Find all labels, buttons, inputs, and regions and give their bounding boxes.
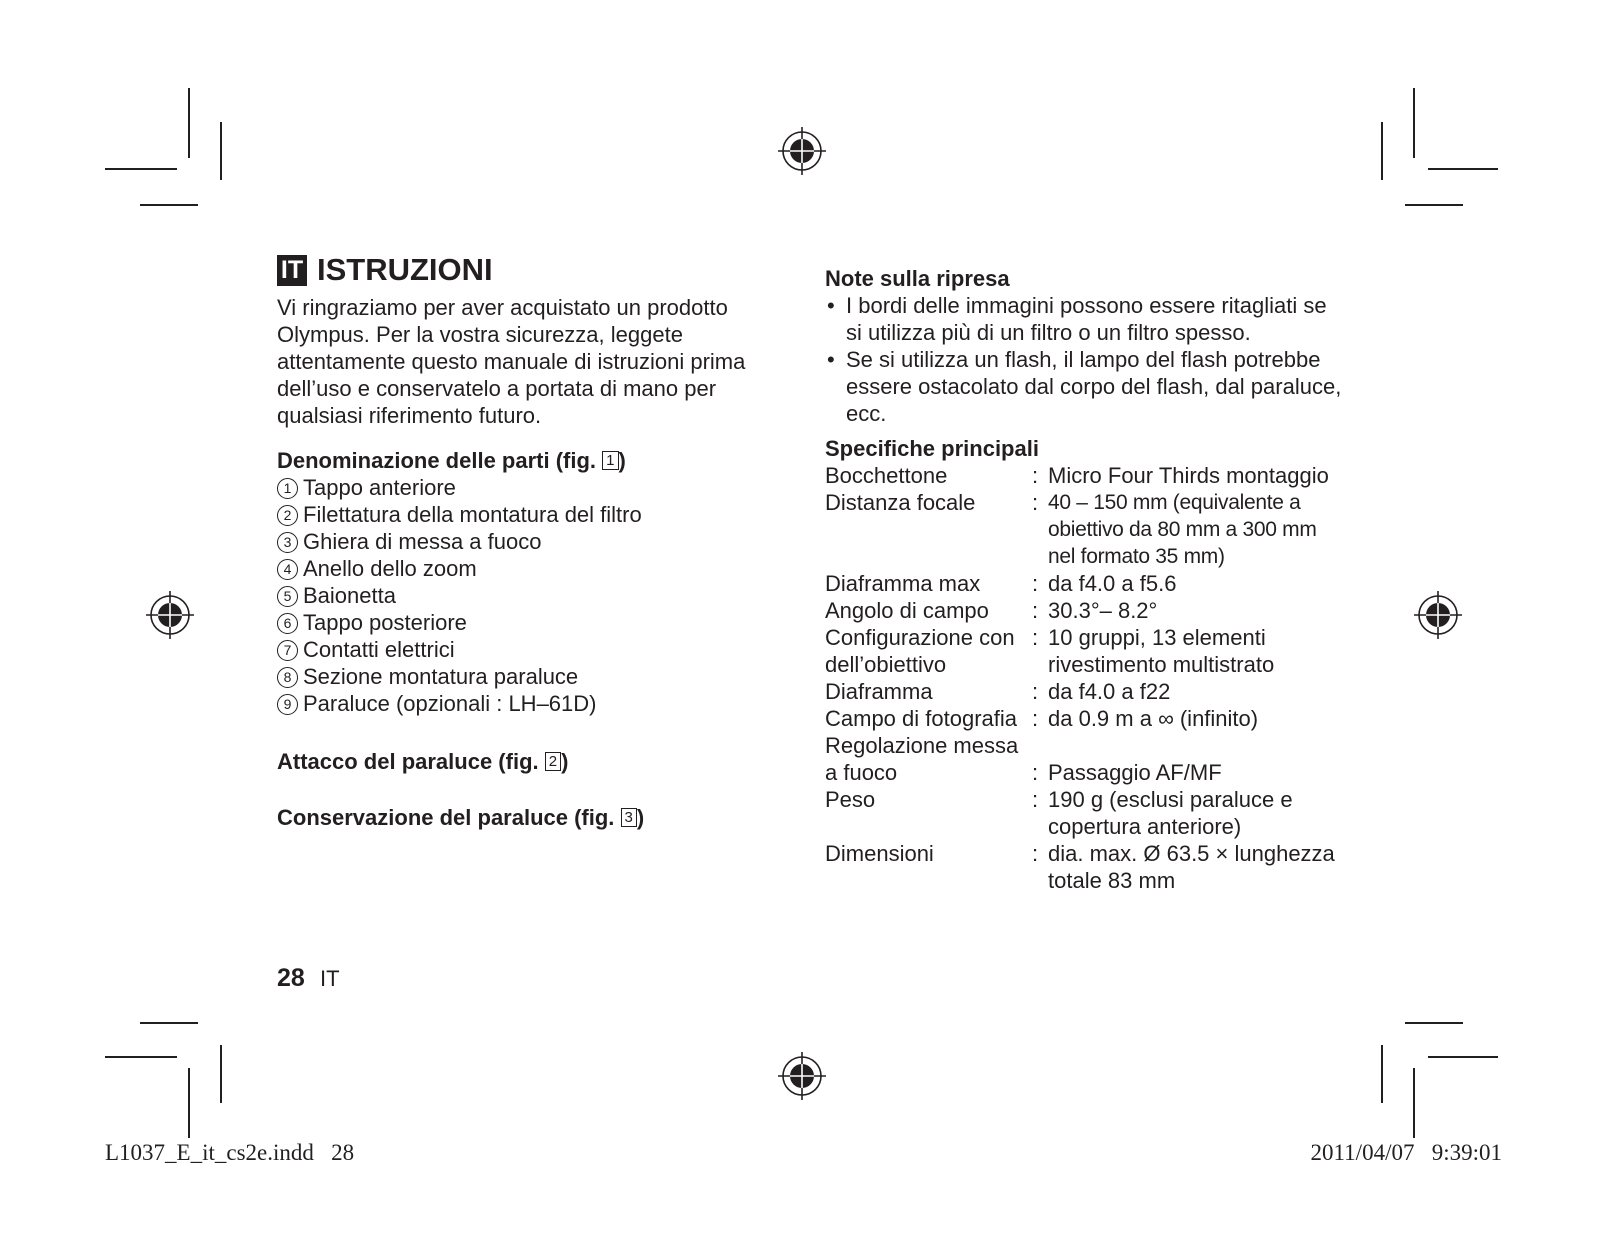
parts-heading bbox=[277, 447, 626, 474]
crop-mark bbox=[1413, 1068, 1415, 1138]
spec-colon: : bbox=[1032, 598, 1039, 623]
page-number: 28 bbox=[277, 964, 305, 992]
spec-value: Passaggio AF/MF bbox=[1048, 760, 1222, 785]
table-row bbox=[825, 732, 1348, 786]
list-item bbox=[277, 474, 642, 501]
circled-number: 4 bbox=[277, 559, 298, 580]
table-row bbox=[825, 678, 1348, 705]
crop-mark bbox=[105, 168, 177, 170]
crop-mark bbox=[1405, 1022, 1463, 1024]
specs-heading: Specifiche principali bbox=[825, 436, 1039, 461]
table-row bbox=[825, 705, 1348, 732]
footer-file-slug: L1037_E_it_cs2e.indd 28 bbox=[105, 1140, 355, 1165]
list-item bbox=[277, 501, 642, 528]
spec-value: da f4.0 a f5.6 bbox=[1048, 571, 1177, 596]
crop-mark bbox=[140, 1022, 198, 1024]
spec-value: 190 g (esclusi paraluce e copertura anteriore) bbox=[1048, 787, 1293, 839]
list-item bbox=[277, 555, 642, 582]
spec-colon: : bbox=[1032, 571, 1039, 596]
list-item bbox=[277, 609, 642, 636]
spec-value: 40 – 150 mm (equivalente a obiettivo da 80 mm a 300 mm nel formato 35 mm) bbox=[1048, 491, 1317, 568]
fig-number: 2 bbox=[545, 752, 561, 771]
spec-colon: : bbox=[1032, 841, 1039, 866]
circled-number: 5 bbox=[277, 586, 298, 607]
circled-number: 9 bbox=[277, 694, 298, 715]
list-item bbox=[277, 636, 642, 663]
circled-number: 3 bbox=[277, 532, 298, 553]
part-label: Tappo anteriore bbox=[303, 475, 456, 500]
page-language: IT bbox=[320, 966, 340, 991]
spec-colon: : bbox=[1032, 463, 1039, 488]
spec-label: Configurazione con dell’obiettivo bbox=[825, 625, 1015, 677]
crop-mark bbox=[1405, 204, 1463, 206]
table-row bbox=[825, 489, 1348, 570]
spec-value: da 0.9 m a ∞ (infinito) bbox=[1048, 706, 1259, 731]
table-row bbox=[825, 786, 1348, 840]
specs-table bbox=[825, 462, 1348, 894]
bullet: • bbox=[827, 293, 835, 318]
part-label: Baionetta bbox=[303, 583, 396, 608]
spec-label: Dimensioni bbox=[825, 841, 934, 866]
part-label: Sezione montatura paraluce bbox=[303, 664, 579, 689]
spec-value: da f4.0 a f22 bbox=[1048, 679, 1171, 704]
spec-value: 30.3°– 8.2° bbox=[1048, 598, 1158, 623]
circled-number: 2 bbox=[277, 505, 298, 526]
hood-storage-heading bbox=[277, 804, 644, 831]
parts-heading-text: Denominazione delle parti (fig. bbox=[277, 448, 603, 473]
circled-number: 1 bbox=[277, 478, 298, 499]
bullet: • bbox=[827, 347, 835, 372]
part-label: Ghiera di messa a fuoco bbox=[303, 529, 542, 554]
language-badge: IT bbox=[277, 255, 307, 286]
parts-list bbox=[277, 474, 642, 717]
crop-mark bbox=[1413, 88, 1415, 158]
spec-colon: : bbox=[1032, 490, 1039, 515]
crosshair-circle-icon bbox=[778, 127, 826, 175]
crosshair-circle-icon bbox=[778, 1052, 826, 1100]
hood-storage-text: Conservazione del paraluce (fig. bbox=[277, 805, 621, 830]
crosshair-circle-icon bbox=[1414, 591, 1462, 639]
crop-mark bbox=[1428, 1056, 1498, 1058]
hood-attach-heading bbox=[277, 748, 568, 775]
part-label: Anello dello zoom bbox=[303, 556, 477, 581]
crop-mark bbox=[188, 88, 190, 158]
spec-label: Diaframma max bbox=[825, 571, 981, 596]
note-item bbox=[825, 292, 1345, 346]
fig-number: 1 bbox=[602, 451, 618, 470]
part-label: Filettatura della montatura del filtro bbox=[303, 502, 642, 527]
intro-paragraph: Vi ringraziamo per aver acquistato un prodotto Olympus. Per la vostra sicurezza, leggete attentamente questo manuale di istruzioni prima dell’uso e conservatelo a portata di mano per qualsiasi riferimento futuro. bbox=[277, 295, 746, 428]
spec-label: Diaframma bbox=[825, 679, 933, 704]
hood-attach-end: ) bbox=[561, 749, 569, 774]
title-text: ISTRUZIONI bbox=[317, 252, 493, 287]
crop-mark bbox=[105, 1056, 177, 1058]
list-item bbox=[277, 528, 642, 555]
notes-list bbox=[825, 292, 1345, 427]
fig-number: 3 bbox=[621, 808, 637, 827]
crop-mark bbox=[1428, 168, 1498, 170]
part-label: Tappo posteriore bbox=[303, 610, 467, 635]
table-row bbox=[825, 840, 1348, 894]
parts-heading-end: ) bbox=[618, 448, 626, 473]
spec-value: dia. max. Ø 63.5 × lunghezza totale 83 mm bbox=[1048, 841, 1335, 893]
spec-label: Angolo di campo bbox=[825, 598, 989, 623]
note-text: Se si utilizza un flash, il lampo del flash potrebbe essere ostacolato dal corpo del flash, dal paraluce, ecc. bbox=[846, 347, 1342, 426]
crop-mark bbox=[188, 1068, 190, 1138]
spec-colon: : bbox=[1032, 625, 1039, 650]
table-row bbox=[825, 624, 1348, 678]
spec-value: 10 gruppi, 13 elementi rivestimento multistrato bbox=[1048, 625, 1275, 677]
part-label: Paraluce (opzionali : LH–61D) bbox=[303, 691, 597, 716]
crosshair-circle-icon bbox=[146, 591, 194, 639]
spec-label: Regolazione messa a fuoco bbox=[825, 733, 1019, 785]
spec-label: Campo di fotografia bbox=[825, 706, 1017, 731]
footer-timestamp: 2011/04/07 9:39:01 bbox=[1310, 1140, 1502, 1165]
table-row bbox=[825, 597, 1348, 624]
crop-mark bbox=[220, 122, 222, 180]
hood-attach-text: Attacco del paraluce (fig. bbox=[277, 749, 545, 774]
spec-label: Peso bbox=[825, 787, 876, 812]
spec-value: Micro Four Thirds montaggio bbox=[1048, 463, 1329, 488]
table-row bbox=[825, 570, 1348, 597]
spec-label: Bocchettone bbox=[825, 463, 948, 488]
hood-storage-end: ) bbox=[636, 805, 645, 830]
part-label: Contatti elettrici bbox=[303, 637, 455, 662]
spec-colon: : bbox=[1032, 787, 1039, 812]
crop-mark bbox=[140, 204, 198, 206]
spec-label: Distanza focale bbox=[825, 490, 976, 515]
spec-colon: : bbox=[1032, 706, 1039, 731]
crop-mark bbox=[220, 1045, 222, 1103]
circled-number: 7 bbox=[277, 640, 298, 661]
circled-number: 8 bbox=[277, 667, 298, 688]
circled-number: 6 bbox=[277, 613, 298, 634]
notes-heading: Note sulla ripresa bbox=[825, 266, 1010, 291]
table-row bbox=[825, 462, 1348, 489]
list-item bbox=[277, 690, 642, 717]
page-title bbox=[277, 252, 493, 288]
crop-mark bbox=[1381, 122, 1383, 180]
list-item bbox=[277, 582, 642, 609]
list-item bbox=[277, 663, 642, 690]
spec-colon: : bbox=[1032, 760, 1039, 785]
note-text: I bordi delle immagini possono essere ritagliati se si utilizza più di un filtro o un filtro spesso. bbox=[846, 293, 1327, 345]
spec-colon: : bbox=[1032, 679, 1039, 704]
crop-mark bbox=[1381, 1045, 1383, 1103]
note-item bbox=[825, 346, 1345, 427]
